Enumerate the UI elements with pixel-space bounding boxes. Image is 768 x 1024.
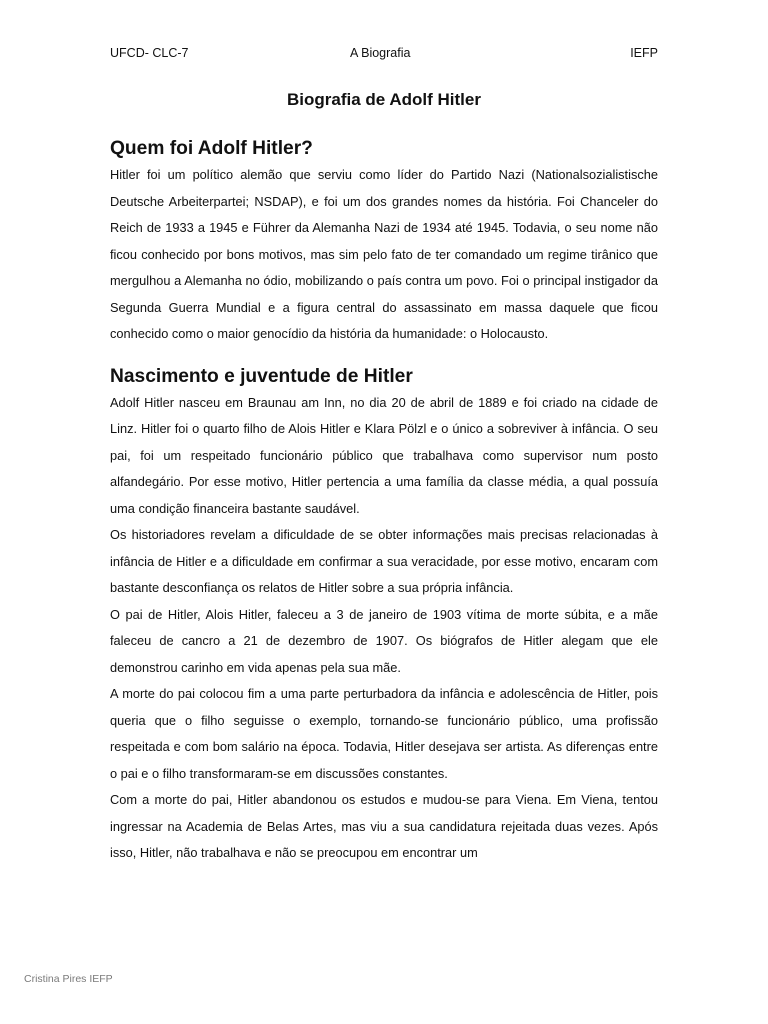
header-institution: IEFP	[630, 46, 658, 60]
paragraph: O pai de Hitler, Alois Hitler, faleceu a 3 de janeiro de 1903 vítima de morte súbita, e a mãe faleceu de cancro a 21 de dezembro de 1907. Os biógrafos de Hitler alegam que ele demonstrou carinho em vida apenas pela sua mãe.	[110, 606, 658, 675]
page-header	[110, 44, 658, 62]
header-document-topic: A Biografia	[350, 46, 411, 60]
page-footer: Cristina Pires IEFP	[24, 973, 113, 985]
header-course-code: UFCD- CLC-7	[110, 46, 189, 60]
paragraph: Adolf Hitler nasceu em Braunau am Inn, no dia 20 de abril de 1889 e foi criado na cidade de Linz. Hitler foi o quarto filho de Alois Hitler e Klara Pölzl e o único a sobreviver à infância. O seu pai, foi um respeitado funcionário público que trabalhava como supervisor num posto alfandegário. Por esse motivo, Hitler pertencia a uma família da classe média, a qual possuía uma condição financeira bastante saudável.	[110, 394, 658, 516]
section-heading-nascimento: Nascimento e juventude de Hitler	[110, 365, 413, 387]
paragraph: Hitler foi um político alemão que serviu como líder do Partido Nazi (Nationalsozialistische Deutsche Arbeiterpartei; NSDAP), e foi um dos grandes nomes da história. Foi Chanceler do Reich de 1933 a 1945 e Führer da Alemanha Nazi de 1934 até 1945. Todavia, o seu nome não ficou conhecido por bons motivos, mas sim pelo fato de ter comandado um regime tirânico que mergulhou a Alemanha no ódio, mobilizando o país contra um povo. Foi o principal instigador da Segunda Guerra Mundial e a figura central do assassinato em massa daquele que ficou conhecido como o maior genocídio da história da humanidade: o Holocausto.	[110, 167, 658, 341]
section-heading-quem-foi: Quem foi Adolf Hitler?	[110, 138, 313, 159]
document-title: Biografia de Adolf Hitler	[287, 90, 481, 109]
document-body	[110, 136, 658, 867]
section-spacer	[110, 348, 658, 364]
paragraph: Com a morte do pai, Hitler abandonou os estudos e mudou-se para Viena. Em Viena, tentou ingressar na Academia de Belas Artes, mas viu a sua candidatura rejeitada duas vezes. Após isso, Hitler, não trabalhava e não se preocupou em encontrar um	[110, 792, 658, 860]
paragraph: A morte do pai colocou fim a uma parte perturbadora da infância e adolescência de Hitler, pois queria que o filho seguisse o exemplo, tornando-se funcionário público, uma profissão respeitada e com bom salário na época. Todavia, Hitler desejava ser artista. As diferenças entre o pai e o filho transformaram-se em discussões constantes.	[110, 686, 658, 781]
paragraph: Os historiadores revelam a dificuldade de se obter informações mais precisas relacionadas à infância de Hitler e a dificuldade em confirmar a sua veracidade, por esse motivo, encaram com bastante desconfiança os relatos de Hitler sobre a sua própria infância.	[110, 527, 658, 595]
